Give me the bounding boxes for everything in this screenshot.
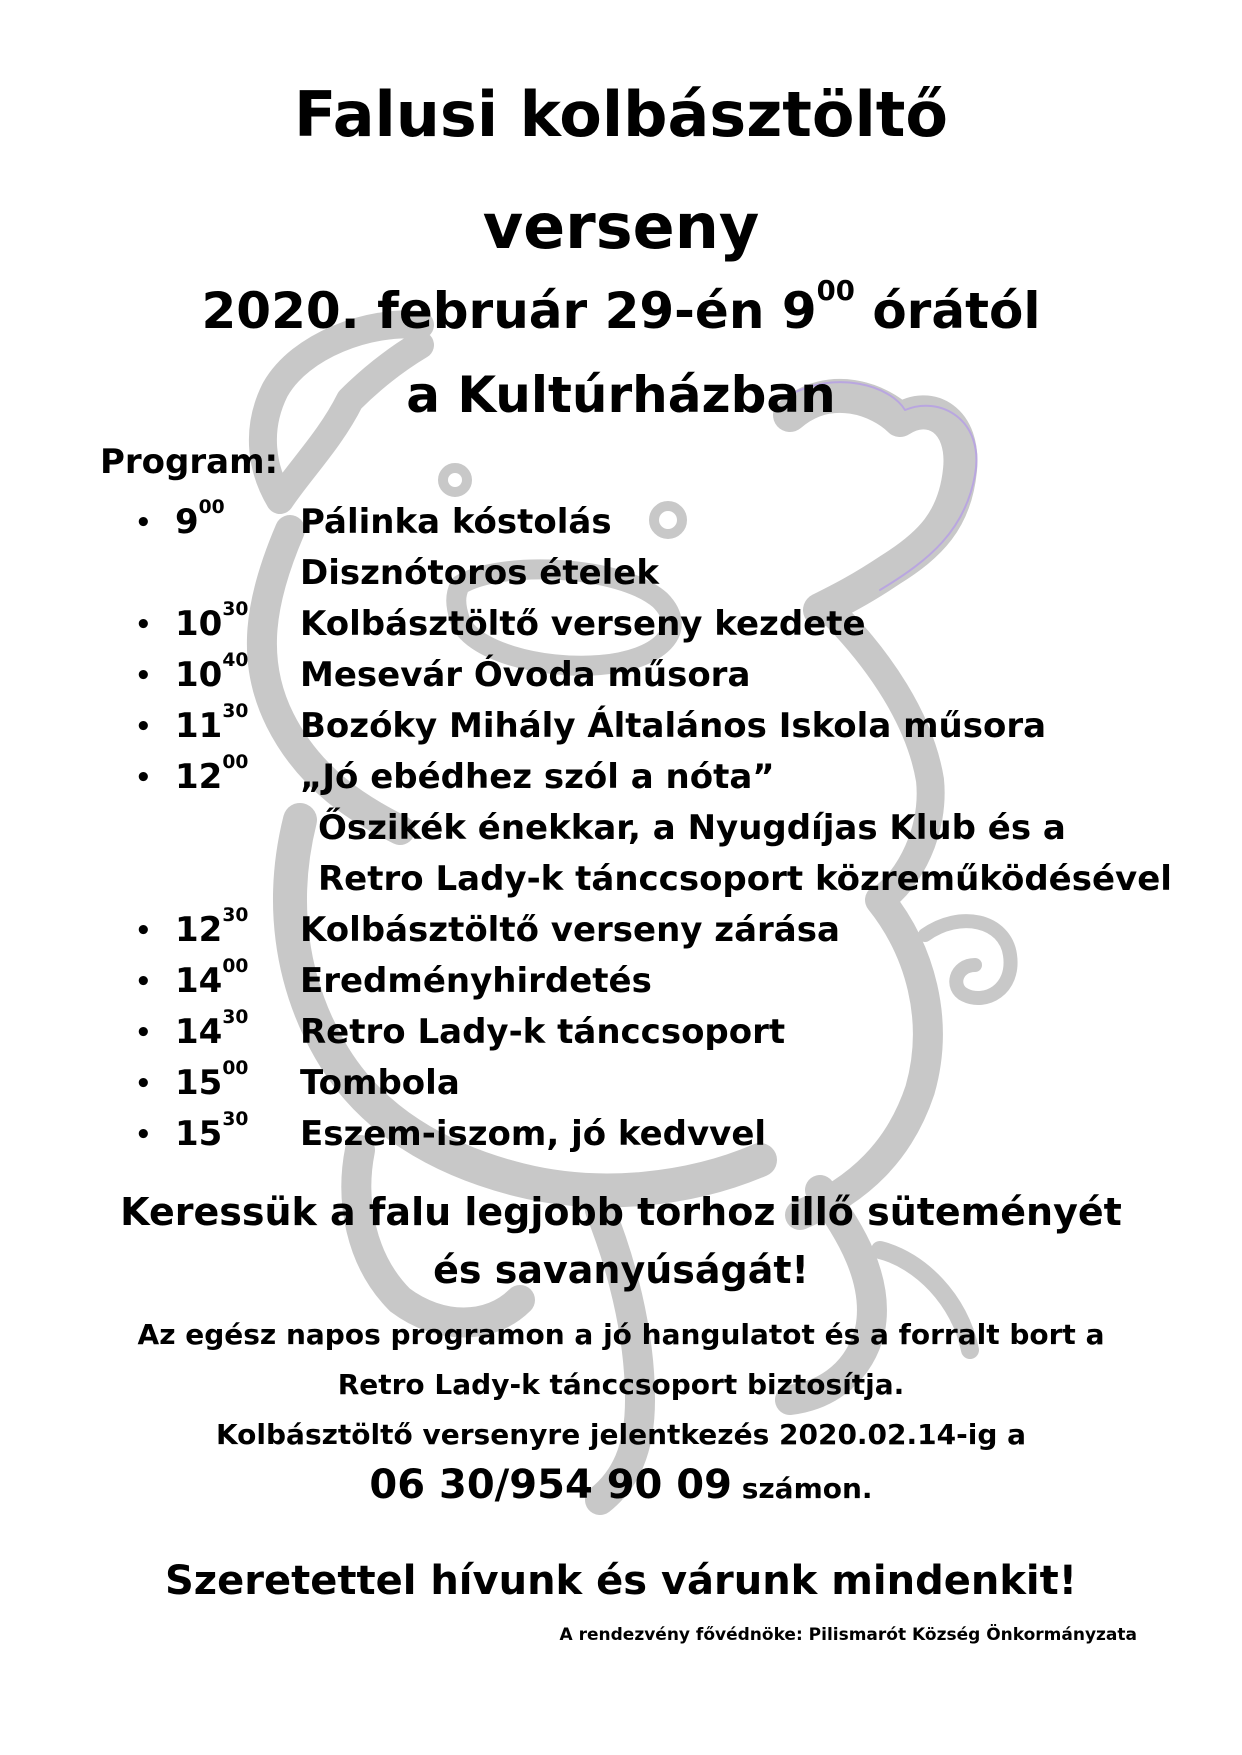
info-line-1: Az egész napos programon a jó hangulatot és a forralt bort a — [137, 1318, 1105, 1351]
program-item: „Jó ebédhez szól a nóta” — [300, 757, 775, 797]
program-time: $12^{30}$ — [175, 905, 249, 950]
bullet-icon: • — [135, 1018, 152, 1048]
bullet-icon: • — [135, 610, 152, 640]
closing-invitation: Szeretettel hívunk és várunk mindenkit! — [165, 1558, 1077, 1604]
program-item: Retro Lady-k tánccsoport közreműködésével — [318, 859, 1172, 899]
program-item: Őszikék énekkar, a Nyugdíjas Klub és a — [318, 808, 1066, 848]
program-time: $12^{00}$ — [175, 752, 249, 797]
program-heading: Program: — [100, 442, 279, 482]
bullet-icon: • — [135, 967, 152, 997]
bullet-icon: • — [135, 763, 152, 793]
patron-note: A rendezvény fővédnöke: Pilismarót Község Önkormányzata — [559, 1625, 1137, 1645]
program-item: Retro Lady-k tánccsoport — [300, 1012, 786, 1052]
info-line-2: Retro Lady-k tánccsoport biztosítja. — [337, 1368, 905, 1401]
phone-number: 06 30/954 90 09 számon. — [369, 1462, 873, 1508]
program-time: $10^{40}$ — [175, 650, 249, 695]
search-text-line-2: és savanyúságát! — [433, 1248, 809, 1292]
program-time: $9^{00}$ — [175, 497, 225, 542]
bullet-icon: • — [135, 1120, 152, 1150]
bullet-icon: • — [135, 712, 152, 742]
title-line-2: verseny — [482, 190, 760, 263]
program-item: Kolbásztöltő verseny zárása — [300, 910, 840, 950]
program-item: Eszem-iszom, jó kedvvel — [300, 1114, 767, 1154]
bullet-icon: • — [135, 508, 152, 538]
title-line-1: Falusi kolbásztöltő — [293, 78, 949, 151]
bullet-icon: • — [135, 1069, 152, 1099]
program-item: Kolbásztöltő verseny kezdete — [300, 604, 866, 644]
event-venue: a Kultúrházban — [406, 366, 836, 424]
program-time: $10^{30}$ — [175, 599, 249, 644]
program-time: $14^{30}$ — [175, 1007, 249, 1052]
bullet-icon: • — [135, 916, 152, 946]
program-item: Tombola — [300, 1063, 460, 1103]
program-time: $11^{30}$ — [175, 701, 249, 746]
search-text-line-1: Keressük a falu legjobb torhoz illő süteményét — [120, 1190, 1122, 1234]
program-time: $15^{30}$ — [175, 1109, 249, 1154]
program-item: Eredményhirdetés — [300, 961, 652, 1001]
event-date: 2020. február 29-én $9^{00}$ órától — [201, 274, 1041, 340]
program-time: $15^{00}$ — [175, 1058, 249, 1103]
program-item: Disznótoros ételek — [300, 553, 659, 593]
info-line-3: Kolbásztöltő versenyre jelentkezés 2020.02.14-ig a — [215, 1418, 1027, 1451]
program-item: Mesevár Óvoda műsora — [300, 655, 751, 695]
program-item: Bozóky Mihály Általános Iskola műsora — [300, 706, 1047, 746]
bullet-icon: • — [135, 661, 152, 691]
program-time: $14^{00}$ — [175, 956, 249, 1001]
program-item: Pálinka kóstolás — [300, 502, 612, 542]
